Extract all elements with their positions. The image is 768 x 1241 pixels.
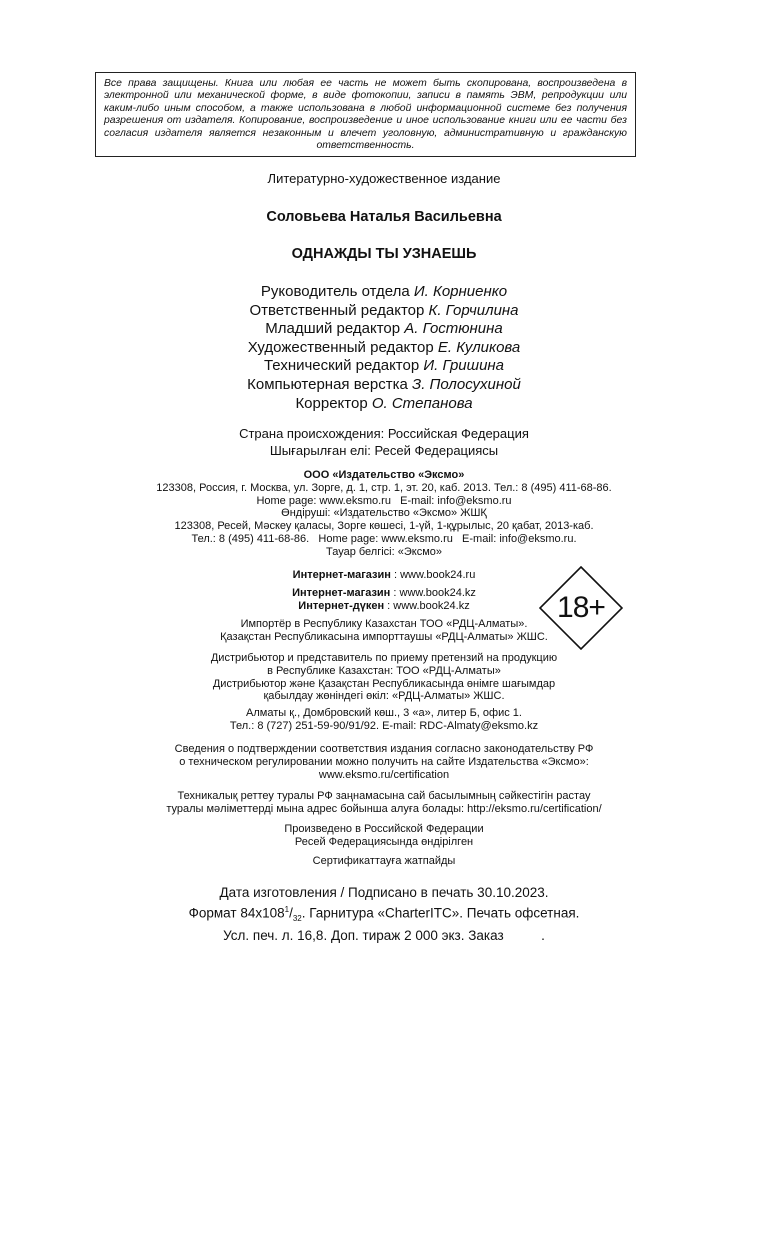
format-suffix: . Гарнитура «CharterITC». Печать офсетная.	[301, 905, 580, 921]
shop-label: Интернет-магазин	[292, 586, 391, 599]
no-certification-note: Сертификаттауға жатпайды	[312, 855, 456, 867]
credit-name: Е. Куликова	[437, 338, 521, 356]
importer-ru: Импортёр в Республику Казахстан ТОО «РДЦ-Алматы».	[240, 618, 528, 630]
copyright-notice-box	[95, 72, 636, 157]
shop-line	[0, 569, 768, 582]
format-sub: 32	[292, 914, 302, 924]
produced-ru: Произведено в Российской Федерации	[284, 823, 484, 835]
credit-name: И. Корниенко	[413, 283, 508, 300]
print-date: Дата изготовления / Подписано в печать 30.10.2023.	[219, 885, 549, 900]
shop-url: : www.book24.kz	[384, 599, 470, 612]
country-of-origin	[0, 425, 768, 459]
certification-kz-line: Техникалық реттеу туралы РФ заңнамасына сай басылымның сәйкестігін растау	[177, 790, 591, 802]
format-prefix: Формат 84х108	[188, 905, 285, 921]
publisher-name: ООО «Издательство «Эксмо»	[303, 469, 465, 481]
genre-label: Литературно-художественное издание	[267, 171, 501, 186]
author-name: Соловьева Наталья Васильевна	[266, 209, 502, 225]
shop-line	[0, 587, 768, 600]
credit-line	[0, 283, 768, 302]
certification-line: Сведения о подтверждении соответствия издания согласно законодательству РФ	[174, 743, 594, 755]
shop-line	[0, 600, 768, 613]
shop-url: : www.book24.kz	[390, 586, 476, 599]
certification-info	[0, 743, 768, 781]
certification-url: www.eksmo.ru/certification	[318, 768, 450, 781]
credit-name: А. Гостюнина	[404, 320, 503, 338]
credit-role: Ответственный редактор	[249, 301, 425, 319]
credit-role: Корректор	[295, 394, 368, 412]
distributor-line: в Республике Казахстан: ТОО «РДЦ-Алматы»	[267, 664, 501, 677]
origin-kz: Шығарылған елі: Ресей Федерациясы	[269, 443, 499, 458]
credits-list	[0, 283, 768, 413]
produced-in	[0, 823, 768, 849]
credit-line	[0, 357, 768, 376]
credit-role: Компьютерная верстка	[247, 375, 408, 393]
distributor-line: қабылдау жөніндегі өкіл: «РДЦ-Алматы» ЖШС.	[263, 690, 505, 703]
credit-line	[0, 395, 768, 414]
distributor-line: Дистрибьютор и представитель по приему претензий на продукцию	[210, 652, 558, 664]
importer-info	[0, 618, 768, 644]
shop-url: : www.book24.ru	[390, 569, 476, 581]
trademark: Тауар белгісі: «Эксмо»	[325, 545, 442, 558]
publisher-info	[0, 469, 768, 559]
age-rating-label: 18+	[557, 591, 605, 624]
distributor-contacts: Тел.: 8 (727) 251-59-90/91/92. E-mail: RDC-Almaty@eksmo.kz	[229, 719, 539, 732]
credit-line	[0, 302, 768, 321]
credit-role: Технический редактор	[263, 357, 420, 375]
format-sup: 1	[284, 905, 290, 914]
shop-label: Интернет-дүкен	[298, 599, 385, 612]
credit-name: И. Гришина	[423, 357, 505, 375]
credit-line	[0, 376, 768, 395]
credit-name: З. Полосухиной	[411, 375, 521, 393]
distributor-line: Дистрибьютор және Қазақстан Республикасында өнімге шағымдар	[212, 677, 556, 690]
print-format: Формат $84х108^1/_{32}$. Гарнитура «CharterITC». Печать офсетная.	[188, 905, 580, 924]
online-shops	[0, 569, 768, 612]
copyright-notice-text: Все права защищены. Книга или любая ее часть не может быть скопирована, воспроизведена в электронной или механической форме, в виде фотокопии, записи в память ЭВМ, репродукции или каким-либо иным способом, а также использована в любой информационной системе без получения разрешения от издателя. Копирование, воспроизведение и иное использование книги или ее части без согласия издателя является незаконным и влечет уголовную, административную и гражданскую ответственность.	[104, 78, 627, 152]
print-info	[0, 884, 768, 944]
credit-role: Художественный редактор	[247, 338, 434, 356]
publisher-address: 123308, Россия, г. Москва, ул. Зорге, д. 1, стр. 1, эт. 20, каб. 2013. Тел.: 8 (495) 411-68-86.	[156, 481, 612, 494]
certification-kz-line: туралы мәліметтерді мына адрес бойынша алуға болады: http://eksmo.ru/certification/	[166, 802, 602, 815]
importer-kz: Қазақстан Республикасына импорттаушы «РДЦ-Алматы» ЖШС.	[220, 630, 548, 643]
publisher-kz-name: Өндіруші: «Издательство «Эксмо» ЖШҚ	[281, 507, 487, 520]
origin-ru: Страна происхождения: Российская Федерация	[239, 426, 529, 441]
credit-role: Руководитель отдела	[260, 283, 410, 300]
credit-line	[0, 339, 768, 358]
credit-role: Младший редактор	[265, 320, 401, 338]
book-title: ОДНАЖДЫ ТЫ УЗНАЕШЬ	[291, 246, 477, 262]
shop-label: Интернет-магазин	[292, 569, 391, 581]
publisher-kz-contacts: Тел.: 8 (495) 411-68-86. Home page: www.eksmo.ru E-mail: info@eksmo.ru.	[191, 532, 577, 545]
distributor-info	[0, 652, 768, 733]
produced-kz: Ресей Федерациясында өндірілген	[294, 835, 474, 848]
certification-kz-info	[0, 790, 768, 816]
credit-name: О. Степанова	[371, 394, 473, 412]
distributor-address: Алматы қ., Домбровский көш., 3 «а», литер Б, офис 1.	[246, 707, 522, 720]
print-run: Усл. печ. л. 16,8. Доп. тираж 2 000 экз. Заказ .	[223, 928, 545, 944]
publisher-web: Home page: www.eksmo.ru E-mail: info@eksmo.ru	[256, 494, 512, 507]
publisher-kz-address: 123308, Ресей, Мәскеу қаласы, Зорге көшесі, 1-үй, 1-құрылыс, 20 қабат, 2013-каб.	[174, 520, 594, 533]
credit-line	[0, 320, 768, 339]
credit-name: К. Горчилина	[428, 301, 519, 319]
certification-line: о техническом регулировании можно получить на сайте Издательства «Эксмо»:	[179, 755, 589, 768]
